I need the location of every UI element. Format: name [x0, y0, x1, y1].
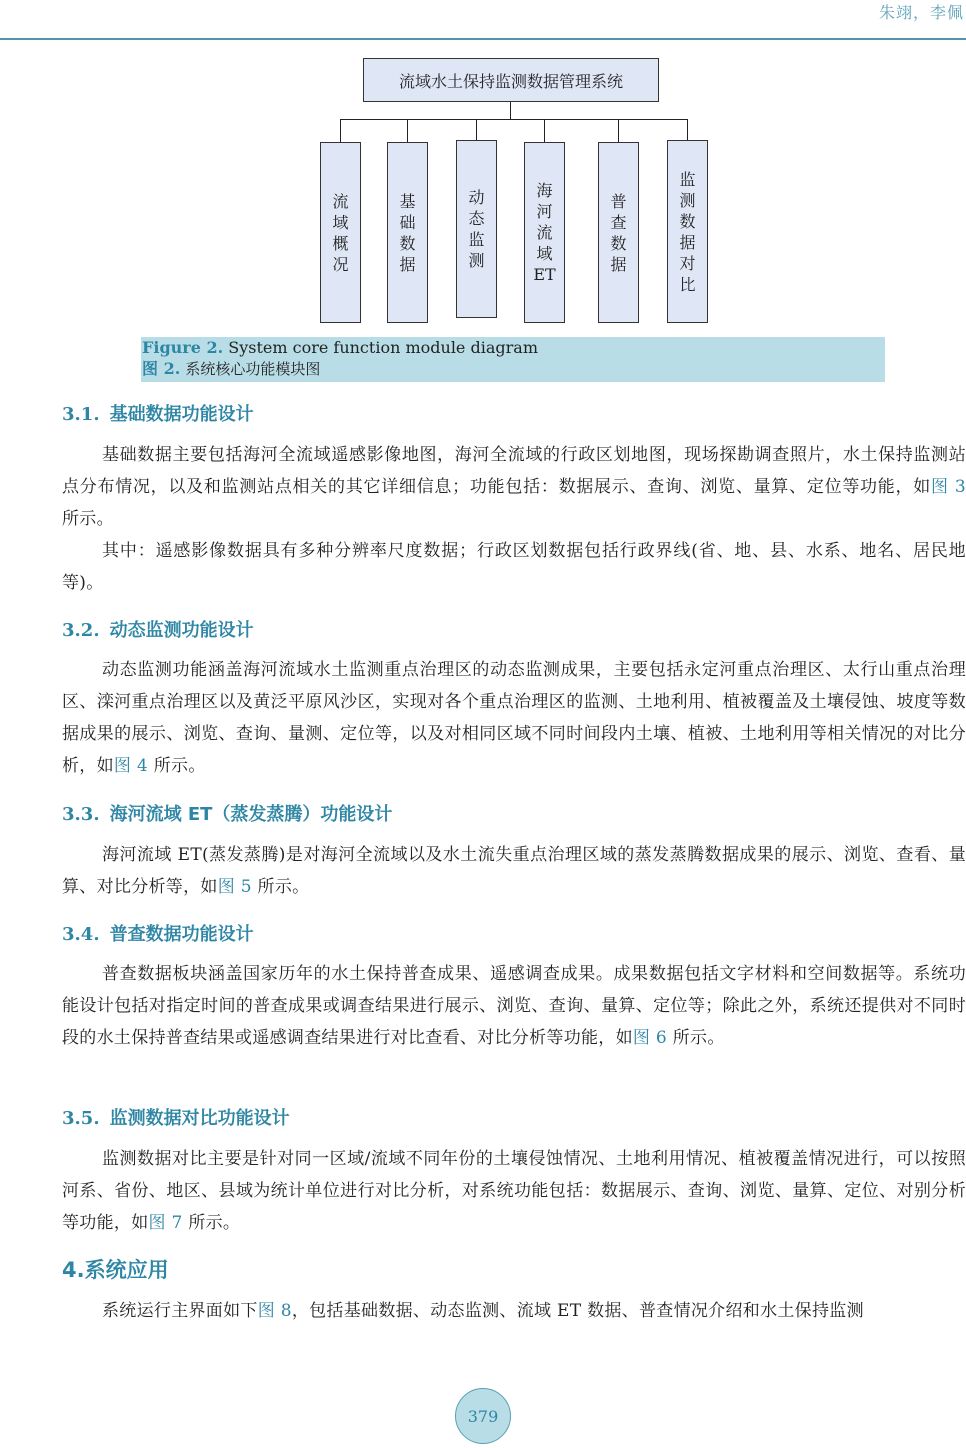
- connector-line: [510, 102, 511, 119]
- caption-zh-label: 图 2.: [142, 359, 181, 378]
- paragraph: 其中：遥感影像数据具有多种分辨率尺度数据；行政区划数据包括行政界线(省、地、县、水系、地名、居民地等)。: [62, 541, 966, 593]
- section-heading: 3.2. 动态监测功能设计: [62, 620, 254, 641]
- page-number-badge: 379: [455, 1388, 511, 1444]
- paragraph: 动态监测功能涵盖海河流域水土监测重点治理区的动态监测成果，主要包括永定河重点治理区、太行山重点治理区、滦河重点治理区以及黄泛平原风沙区，实现对各个重点治理区的监测、土地利用、植被覆盖及土壤侵蚀、坡度等数据成果的展示、浏览、查询、量测、定位等，以及对相同区域不同时间段内土壤、植被、土地利用等相关情况的对比分析，如图 4 所示。: [62, 660, 966, 776]
- caption-en-label: Figure 2.: [142, 338, 224, 357]
- paragraph: 普查数据板块涵盖国家历年的水土保持普查成果、遥感调查成果。成果数据包括文字材料和空间数据等。系统功能设计包括对指定时间的普查成果或调查结果进行展示、浏览、查询、量算、定位等；除此之外，系统还提供对不同时段的水土保持普查结果或遥感调查结果进行对比查看、对比分析等功能，如图 6 所示。: [62, 964, 966, 1048]
- connector-line: [340, 119, 688, 120]
- running-header-authors: 朱翊，李佩: [878, 3, 964, 22]
- paragraph: 系统运行主界面如下图 8，包括基础数据、动态监测、流域 ET 数据、普查情况介绍和水土保持监测: [102, 1301, 864, 1321]
- figure-reference-link[interactable]: 图 3: [931, 477, 966, 497]
- connector-line: [544, 119, 545, 142]
- figure-reference-link[interactable]: 图 6: [632, 1028, 668, 1048]
- figure-caption: [141, 337, 885, 382]
- section-heading: 3.1. 基础数据功能设计: [62, 404, 254, 425]
- paragraph: 海河流域 ET(蒸发蒸腾)是对海河全流域以及水土流失重点治理区域的蒸发蒸腾数据成果的展示、浏览、查看、量算、对比分析等，如图 5 所示。: [62, 845, 966, 897]
- diagram-child-box: 监测数据对比: [667, 140, 708, 323]
- section-heading: 3.4. 普查数据功能设计: [62, 924, 254, 945]
- figure-reference-link[interactable]: 图 7: [148, 1213, 183, 1233]
- diagram-child-box: 普查数据: [598, 142, 639, 323]
- paragraph: 监测数据对比主要是针对同一区域/流域不同年份的土壤侵蚀情况、土地利用情况、植被覆盖情况进行，可以按照河系、省份、地区、县域为统计单位进行对比分析，对系统功能包括：数据展示、查询、浏览、量算、定位、对别分析等功能，如图 7 所示。: [62, 1149, 966, 1233]
- diagram-child-box: 动态监测: [456, 140, 497, 318]
- diagram-root-box: 流域水土保持监测数据管理系统: [363, 58, 659, 102]
- diagram-child-box: 海河流域ET: [524, 142, 565, 323]
- connector-line: [340, 119, 341, 142]
- connector-line: [476, 119, 477, 140]
- header-rule: [0, 38, 966, 40]
- caption-zh-text: 系统核心功能模块图: [185, 360, 321, 378]
- connector-line: [618, 119, 619, 142]
- paragraph: 基础数据主要包括海河全流域遥感影像地图，海河全流域的行政区划地图，现场探勘调查照片，水土保持监测站点分布情况，以及和监测站点相关的其它详细信息；功能包括：数据展示、查询、浏览、量算、定位等功能，如图 3 所示。: [62, 445, 966, 529]
- connector-line: [687, 119, 688, 140]
- section-heading: 3.3. 海河流域 ET（蒸发蒸腾）功能设计: [62, 804, 393, 825]
- caption-en-text: System core function module diagram: [228, 338, 538, 357]
- figure-reference-link[interactable]: 图 5: [217, 877, 252, 897]
- figure-reference-link[interactable]: 图 4: [113, 756, 149, 776]
- diagram-child-box: 基础数据: [387, 142, 428, 323]
- figure-reference-link[interactable]: 图 8: [257, 1301, 292, 1321]
- diagram-child-box: 流域概况: [320, 142, 361, 323]
- chapter-heading: 4.系统应用: [62, 1258, 169, 1282]
- section-heading: 3.5. 监测数据对比功能设计: [62, 1108, 290, 1129]
- connector-line: [407, 119, 408, 142]
